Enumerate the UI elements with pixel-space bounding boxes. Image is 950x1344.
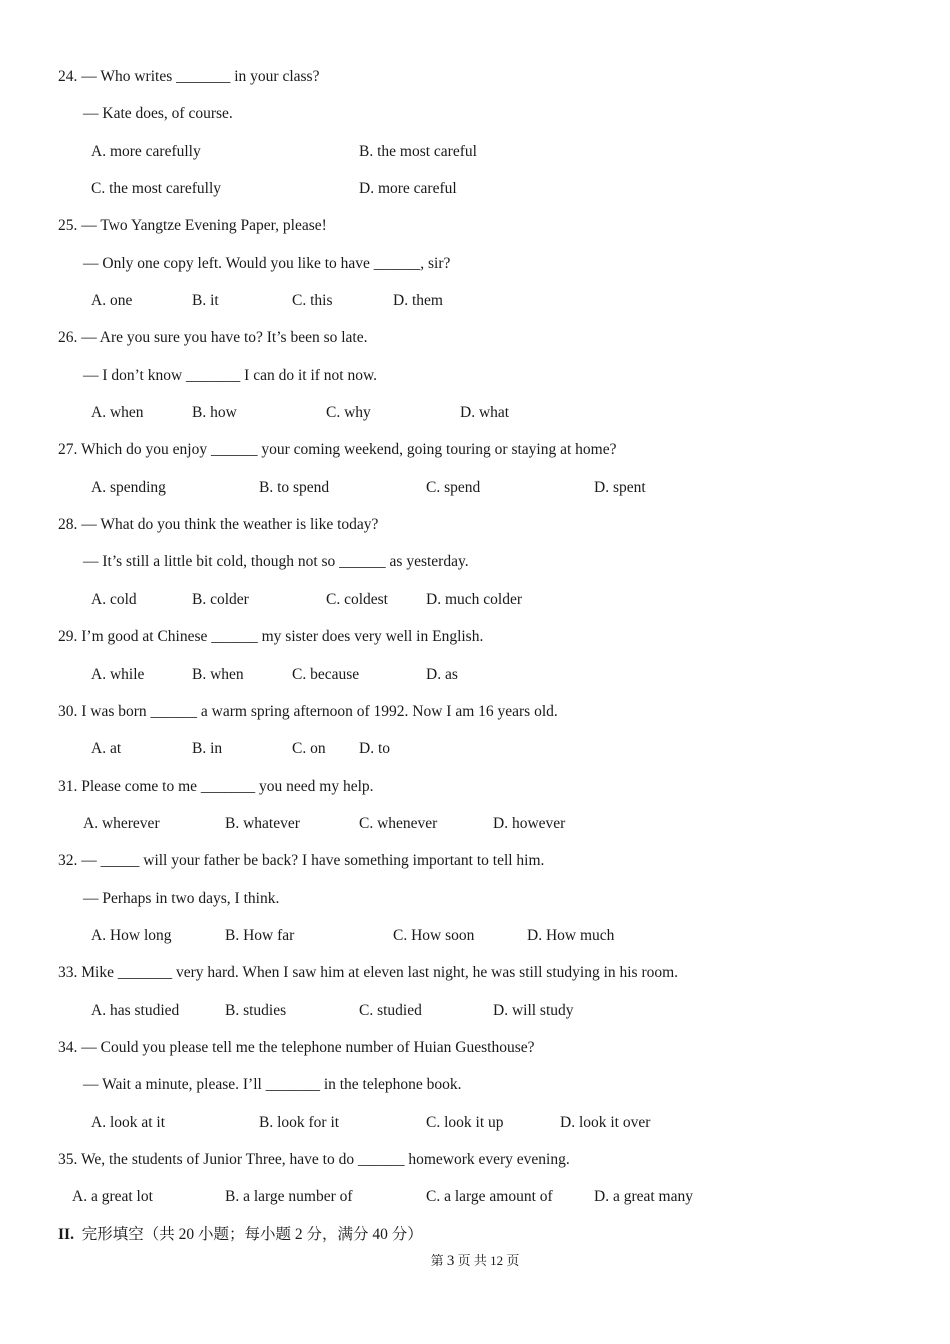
question-31-stem: 31. Please come to me _______ you need my help. bbox=[58, 778, 374, 795]
question-25-option-c: C. this bbox=[292, 292, 333, 309]
question-34-option-a: A. look at it bbox=[91, 1114, 166, 1131]
question-24-stem: 24. — Who writes _______ in your class? bbox=[58, 68, 320, 85]
question-30-option-a: A. at bbox=[91, 740, 122, 757]
question-24-option-c: C. the most carefully bbox=[91, 180, 221, 197]
question-29-stem: 29. I’m good at Chinese ______ my sister does very well in English. bbox=[58, 628, 484, 645]
question-29-option-c: C. because bbox=[292, 666, 360, 683]
question-35-stem: 35. We, the students of Junior Three, have to do ______ homework every evening. bbox=[58, 1151, 570, 1168]
question-33-option-a: A. has studied bbox=[91, 1002, 180, 1019]
question-32-option-a: A. How long bbox=[91, 927, 172, 944]
question-25-option-d: D. them bbox=[393, 292, 443, 309]
page-footer: 第 3 页 共 12 页 bbox=[430, 1253, 520, 1269]
question-34-reply: — Wait a minute, please. I’ll _______ in the telephone book. bbox=[83, 1076, 462, 1093]
question-31-option-a: A. wherever bbox=[83, 815, 160, 832]
question-31-option-b: B. whatever bbox=[225, 815, 300, 832]
question-29-option-a: A. while bbox=[91, 666, 145, 683]
question-34-option-d: D. look it over bbox=[560, 1114, 651, 1131]
question-32-option-b: B. How far bbox=[225, 927, 295, 944]
question-30-option-d: D. to bbox=[359, 740, 390, 757]
question-35-option-c: C. a large amount of bbox=[426, 1188, 553, 1205]
question-30-option-c: C. on bbox=[292, 740, 326, 757]
question-32-stem: 32. — _____ will your father be back? I have something important to tell him. bbox=[58, 852, 545, 869]
question-32-option-d: D. How much bbox=[527, 927, 615, 944]
question-24-option-a: A. more carefully bbox=[91, 143, 201, 160]
question-33-option-c: C. studied bbox=[359, 1002, 422, 1019]
total-pages: 12 bbox=[490, 1253, 504, 1268]
question-28-option-a: A. cold bbox=[91, 591, 137, 608]
question-34-stem: 34. — Could you please tell me the telephone number of Huian Guesthouse? bbox=[58, 1039, 535, 1056]
question-26-option-d: D. what bbox=[460, 404, 510, 421]
question-34-option-b: B. look for it bbox=[259, 1114, 340, 1131]
question-27-option-c: C. spend bbox=[426, 479, 481, 496]
question-29-option-b: B. when bbox=[192, 666, 244, 683]
question-30-stem: 30. I was born ______ a warm spring afternoon of 1992. Now I am 16 years old. bbox=[58, 703, 558, 720]
section-title: 完形填空（共 20 小题；每小题 2 分，满分 40 分） bbox=[81, 1226, 423, 1243]
question-35-option-d: D. a great many bbox=[594, 1188, 693, 1205]
question-31-option-d: D. however bbox=[493, 815, 566, 832]
question-24-reply: — Kate does, of course. bbox=[83, 105, 233, 122]
question-33-option-b: B. studies bbox=[225, 1002, 287, 1019]
question-27-stem: 27. Which do you enjoy ______ your coming weekend, going touring or staying at home? bbox=[58, 441, 617, 458]
question-26-reply: — I don’t know _______ I can do it if not now. bbox=[83, 367, 378, 384]
question-26-stem: 26. — Are you sure you have to? It’s been so late. bbox=[58, 329, 368, 346]
question-34-option-c: C. look it up bbox=[426, 1114, 504, 1131]
question-27-option-b: B. to spend bbox=[259, 479, 330, 496]
question-26-option-b: B. how bbox=[192, 404, 237, 421]
question-35-option-b: B. a large number of bbox=[225, 1188, 353, 1205]
question-32-option-c: C. How soon bbox=[393, 927, 475, 944]
question-25-stem: 25. — Two Yangtze Evening Paper, please! bbox=[58, 217, 327, 234]
question-29-option-d: D. as bbox=[426, 666, 458, 683]
question-33-stem: 33. Mike _______ very hard. When I saw him at eleven last night, he was still studying in his room. bbox=[58, 964, 679, 981]
question-27-option-a: A. spending bbox=[91, 479, 166, 496]
question-28-stem: 28. — What do you think the weather is like today? bbox=[58, 516, 379, 533]
question-25-reply: — Only one copy left. Would you like to have ______, sir? bbox=[83, 255, 451, 272]
question-28-option-d: D. much colder bbox=[426, 591, 522, 608]
question-32-reply: — Perhaps in two days, I think. bbox=[83, 890, 280, 907]
question-25-option-b: B. it bbox=[192, 292, 219, 309]
question-26-option-c: C. why bbox=[326, 404, 371, 421]
question-30-option-b: B. in bbox=[192, 740, 223, 757]
question-25-option-a: A. one bbox=[91, 292, 133, 309]
question-33-option-d: D. will study bbox=[493, 1002, 574, 1019]
question-28-reply: — It’s still a little bit cold, though not so ______ as yesterday. bbox=[83, 553, 469, 570]
question-27-option-d: D. spent bbox=[594, 479, 646, 496]
question-35-option-a: A. a great lot bbox=[72, 1188, 153, 1205]
question-24-option-b: B. the most careful bbox=[359, 143, 477, 160]
question-26-option-a: A. when bbox=[91, 404, 144, 421]
section-label: II. bbox=[58, 1226, 74, 1243]
section-heading bbox=[58, 1225, 423, 1245]
current-page: 3 bbox=[446, 1253, 455, 1269]
question-31-option-c: C. whenever bbox=[359, 815, 438, 832]
question-28-option-b: B. colder bbox=[192, 591, 249, 608]
question-24-option-d: D. more careful bbox=[359, 180, 457, 197]
question-28-option-c: C. coldest bbox=[326, 591, 388, 608]
